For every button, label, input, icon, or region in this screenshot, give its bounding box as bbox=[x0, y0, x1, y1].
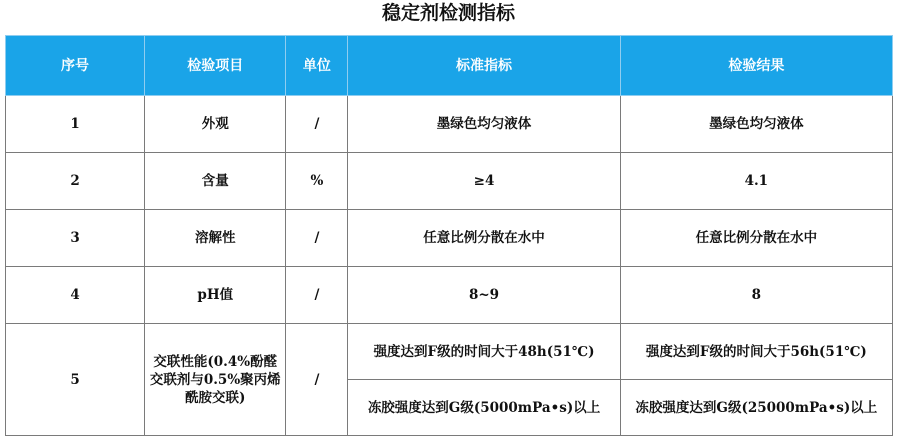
cell-standard: 8~9 bbox=[348, 267, 620, 324]
cell-result: 强度达到F级的时间大于56h(51℃) bbox=[620, 324, 892, 380]
cell-item: 含量 bbox=[145, 153, 286, 210]
cell-standard: 冻胶强度达到G级(5000mPa•s)以上 bbox=[348, 380, 620, 436]
cell-unit: / bbox=[286, 324, 348, 436]
cell-no: 3 bbox=[6, 210, 145, 267]
header-cell-no: 序号 bbox=[6, 36, 145, 96]
cell-unit: / bbox=[286, 210, 348, 267]
header-cell-unit: 单位 bbox=[286, 36, 348, 96]
header-cell-result: 检验结果 bbox=[620, 36, 892, 96]
table-row bbox=[6, 324, 893, 380]
cell-item: 溶解性 bbox=[145, 210, 286, 267]
cell-result: 任意比例分散在水中 bbox=[620, 210, 892, 267]
cell-unit: / bbox=[286, 96, 348, 153]
cell-result: 4.1 bbox=[620, 153, 892, 210]
cell-standard: 墨绿色均匀液体 bbox=[348, 96, 620, 153]
table-row bbox=[6, 267, 893, 324]
cell-unit: % bbox=[286, 153, 348, 210]
cell-item: 交联性能(0.4%酚醛交联剂与0.5%聚丙烯酰胺交联) bbox=[145, 324, 286, 436]
cell-no: 1 bbox=[6, 96, 145, 153]
page-title: 稳定剂检测指标 bbox=[381, 2, 515, 24]
table-row bbox=[6, 210, 893, 267]
cell-result: 冻胶强度达到G级(25000mPa•s)以上 bbox=[620, 380, 892, 436]
cell-result: 墨绿色均匀液体 bbox=[620, 96, 892, 153]
cell-item: 外观 bbox=[145, 96, 286, 153]
stabilizer-spec-table bbox=[5, 35, 893, 436]
header-cell-item: 检验项目 bbox=[145, 36, 286, 96]
cell-unit: / bbox=[286, 267, 348, 324]
table-row bbox=[6, 153, 893, 210]
cell-no: 5 bbox=[6, 324, 145, 436]
cell-standard: 强度达到F级的时间大于48h(51℃) bbox=[348, 324, 620, 380]
cell-no: 2 bbox=[6, 153, 145, 210]
cell-standard: 任意比例分散在水中 bbox=[348, 210, 620, 267]
cell-no: 4 bbox=[6, 267, 145, 324]
table-header-row bbox=[6, 36, 893, 96]
cell-item: pH值 bbox=[145, 267, 286, 324]
cell-standard: ≥4 bbox=[348, 153, 620, 210]
cell-result: 8 bbox=[620, 267, 892, 324]
table-row bbox=[6, 96, 893, 153]
header-cell-standard: 标准指标 bbox=[348, 36, 620, 96]
